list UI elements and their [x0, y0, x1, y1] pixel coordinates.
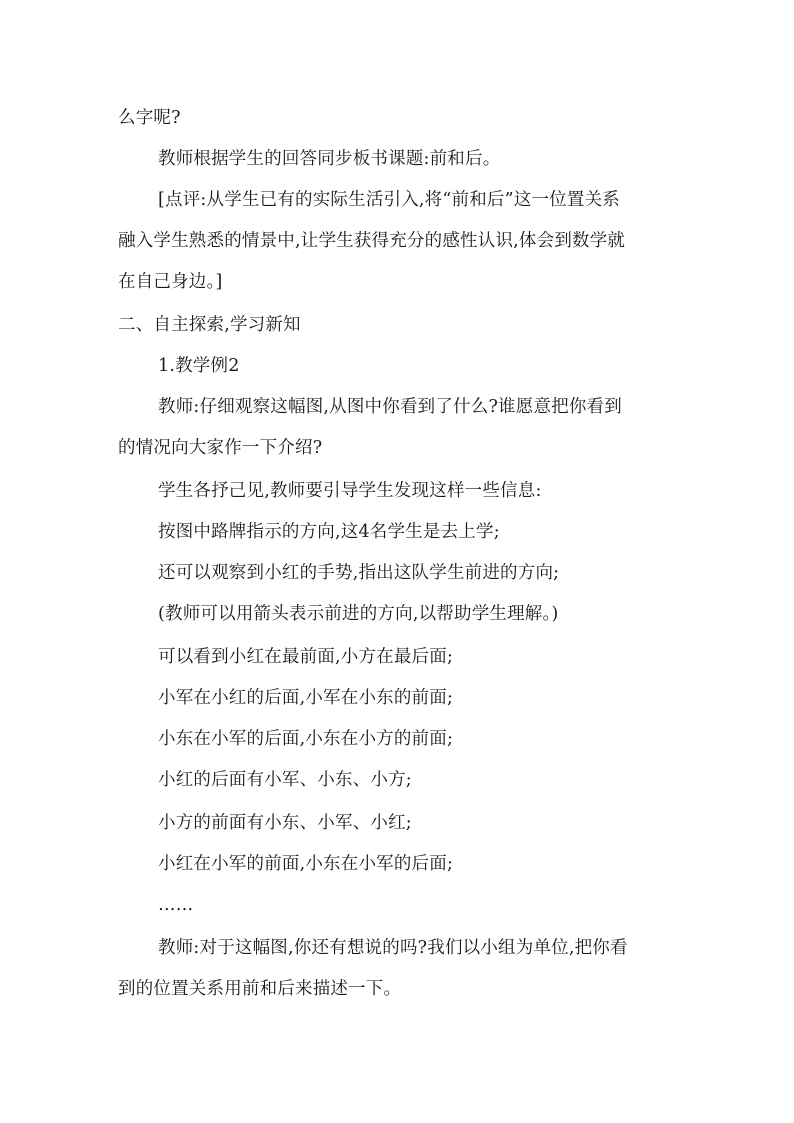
ellipsis-line: …… [158, 895, 194, 915]
text-line: 在自己身边。] [118, 272, 223, 292]
text-line: 还可以观察到小红的手势,指出这队学生前进的方向; [158, 563, 560, 583]
text-line: 的情况向大家作一下介绍? [118, 438, 323, 458]
text-line: 么字呢? [118, 108, 181, 128]
text-line: 小军在小红的后面,小军在小东的前面; [158, 688, 454, 708]
text-line: 按图中路牌指示的方向,这4名学生是去上学; [158, 522, 500, 542]
text-line: 学生各抒己见,教师要引导学生发现这样一些信息: [158, 481, 542, 501]
text-line: 教师:对于这幅图,你还有想说的吗?我们以小组为单位,把你看 [158, 938, 628, 958]
text-line: 小红在小军的前面,小东在小军的后面; [158, 854, 454, 874]
text-line: 小东在小军的后面,小东在小方的前面; [158, 729, 454, 749]
text-line: (教师可以用箭头表示前进的方向,以帮助学生理解。) [158, 604, 559, 624]
text-line: 到的位置关系用前和后来描述一下。 [118, 979, 402, 999]
text-line: 教师根据学生的回答同步板书课题:前和后。 [158, 149, 501, 169]
text-line: 融入学生熟悉的情景中,让学生获得充分的感性认识,体会到数学就 [118, 231, 626, 251]
text-line: [点评:从学生已有的实际生活引入,将“前和后”这一位置关系 [158, 190, 620, 210]
text-line: 教师:仔细观察这幅图,从图中你看到了什么?谁愿意把你看到 [158, 397, 622, 417]
text-line: 小方的前面有小东、小军、小红; [158, 813, 412, 833]
section-heading: 二、自主探索,学习新知 [118, 315, 301, 335]
subsection-heading: 1.教学例2 [158, 356, 240, 376]
text-line: 可以看到小红在最前面,小方在最后面; [158, 647, 454, 667]
text-line: 小红的后面有小军、小东、小方; [158, 770, 412, 790]
